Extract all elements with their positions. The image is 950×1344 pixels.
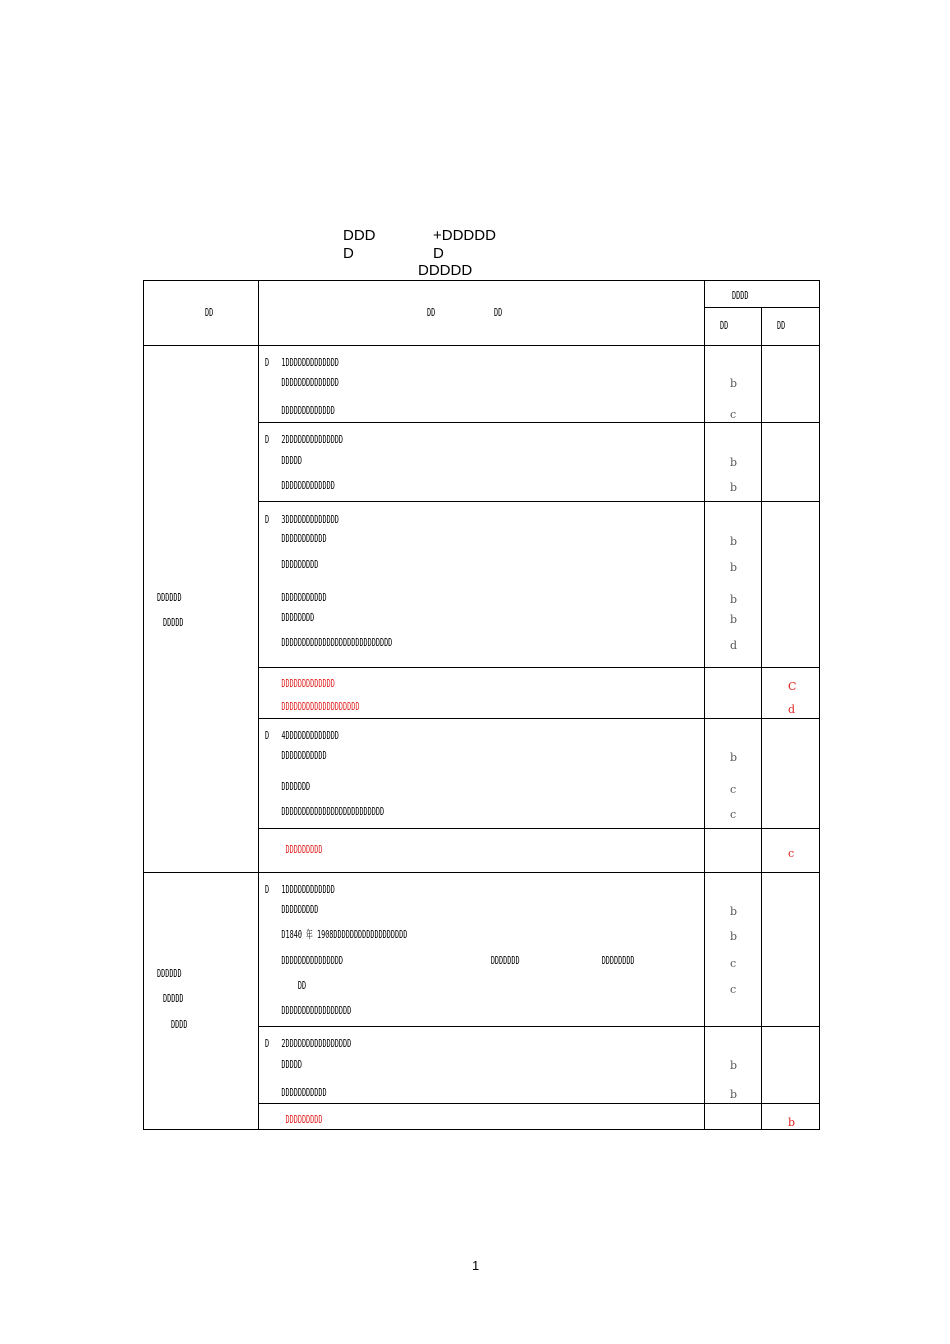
section1-label2: DDDDD [163, 616, 184, 629]
grade-mark: b [730, 613, 738, 626]
criterion-text: DD [265, 979, 307, 992]
row-divider [258, 1026, 820, 1027]
criterion-text: DDDDDDDDD [265, 1113, 323, 1126]
criterion-text: DDDDDDDDDDD [265, 1086, 327, 1099]
title-line2b: D [433, 245, 444, 262]
criterion-text: D 4DDDDDDDDDDDDD [265, 729, 339, 742]
header-sub2: DD [777, 319, 786, 332]
title-line2a: D [343, 245, 354, 262]
grade-mark: b [730, 481, 738, 494]
row-divider [258, 828, 820, 829]
section1-label1: DDDDDD [157, 591, 182, 604]
grade-mark: b [788, 1116, 796, 1129]
table-bottom-border [143, 1129, 820, 1130]
criterion-text: DDDDDDDDDDDDD [265, 404, 335, 417]
header-bottom-border [143, 345, 820, 346]
criterion-text: DDDDDDDDD [265, 903, 319, 916]
criterion-text: DDDDD [265, 1058, 302, 1071]
section-divider [143, 872, 820, 873]
criterion-text: DDDDDDDDDDD [265, 591, 327, 604]
grade-mark: c [730, 408, 737, 421]
grade-mark: b [730, 1059, 738, 1072]
criterion-text: DDDDDDDDDDD [265, 749, 327, 762]
grade-mark: b [730, 593, 738, 606]
criterion-text: DDDDDDDDDDDDDD [265, 376, 339, 389]
grade-mark: c [788, 847, 795, 860]
section2-label3: DDDD [171, 1018, 188, 1031]
criterion-text: DDDDDDDDDDD [265, 532, 327, 545]
criterion-text: DDDDDDDDDDDDDDD DDDDDDD DDDDDDDD [265, 954, 635, 967]
section2-label2: DDDDD [163, 992, 184, 1005]
row-divider [258, 501, 820, 502]
grade-mark: c [730, 957, 737, 970]
criterion-text: DDDDDDDDDDDDD [265, 479, 335, 492]
grade-mark: C [788, 680, 797, 693]
criterion-text: D 2DDDDDDDDDDDDDD [265, 433, 344, 446]
header-col1: DD [205, 306, 214, 319]
criterion-text: DDDDDDD [265, 780, 311, 793]
grade-mark: c [730, 808, 737, 821]
grade-mark: b [730, 751, 738, 764]
column-divider [761, 307, 762, 1130]
title-line1a: DDD [343, 227, 376, 244]
grade-mark: b [730, 535, 738, 548]
criterion-text: D1840 年 1908DDDDDDDDDDDDDDDDDD [265, 928, 408, 941]
header-group-divider [704, 307, 820, 308]
criterion-text: DDDDDDDDDDDDDDDDDDD [265, 700, 360, 713]
grade-mark: c [730, 983, 737, 996]
grade-mark: b [730, 1088, 738, 1101]
grade-mark: d [730, 639, 738, 652]
title-line1b: +DDDDD [433, 227, 496, 244]
criterion-text: DDDDDDDDD [265, 843, 323, 856]
grade-mark: d [788, 703, 796, 716]
row-divider [258, 422, 820, 423]
criterion-text: D 1DDDDDDDDDDDD [265, 883, 335, 896]
header-sub1: DD [720, 319, 729, 332]
row-divider [258, 1103, 820, 1104]
grade-mark: b [730, 561, 738, 574]
grade-mark: c [730, 783, 737, 796]
grade-mark: b [730, 377, 738, 390]
table-right-border [819, 280, 820, 1130]
column-divider [258, 280, 259, 1130]
column-divider [704, 280, 705, 1130]
grade-mark: b [730, 930, 738, 943]
table-left-border [143, 280, 144, 1130]
row-divider [258, 667, 820, 668]
table-top-border [143, 280, 820, 281]
criterion-text: D 1DDDDDDDDDDDDD [265, 356, 339, 369]
criterion-text: DDDDDDDDDDDDDDDDDDDDDDDDDDD [265, 636, 393, 649]
criterion-text: DDDDD [265, 454, 302, 467]
grade-mark: b [730, 905, 738, 918]
header-col2a: DD [427, 306, 436, 319]
page-number: 1 [472, 1258, 480, 1273]
section2-label1: DDDDDD [157, 967, 182, 980]
header-col2b: DD [494, 306, 503, 319]
row-divider [258, 718, 820, 719]
criterion-text: DDDDDDDDD [265, 558, 319, 571]
criterion-text: D 3DDDDDDDDDDDDD [265, 513, 339, 526]
grade-mark: b [730, 456, 738, 469]
title-line3: DDDDD [418, 262, 473, 279]
criterion-text: DDDDDDDDDDDDD [265, 677, 335, 690]
header-group: DDDD [732, 289, 749, 302]
criterion-text: DDDDDDDDDDDDDDDDD [265, 1004, 352, 1017]
criterion-text: D 2DDDDDDDDDDDDDDDD [265, 1037, 352, 1050]
criterion-text: DDDDDDDD [265, 611, 315, 624]
criterion-text: DDDDDDDDDDDDDDDDDDDDDDDDD [265, 805, 385, 818]
